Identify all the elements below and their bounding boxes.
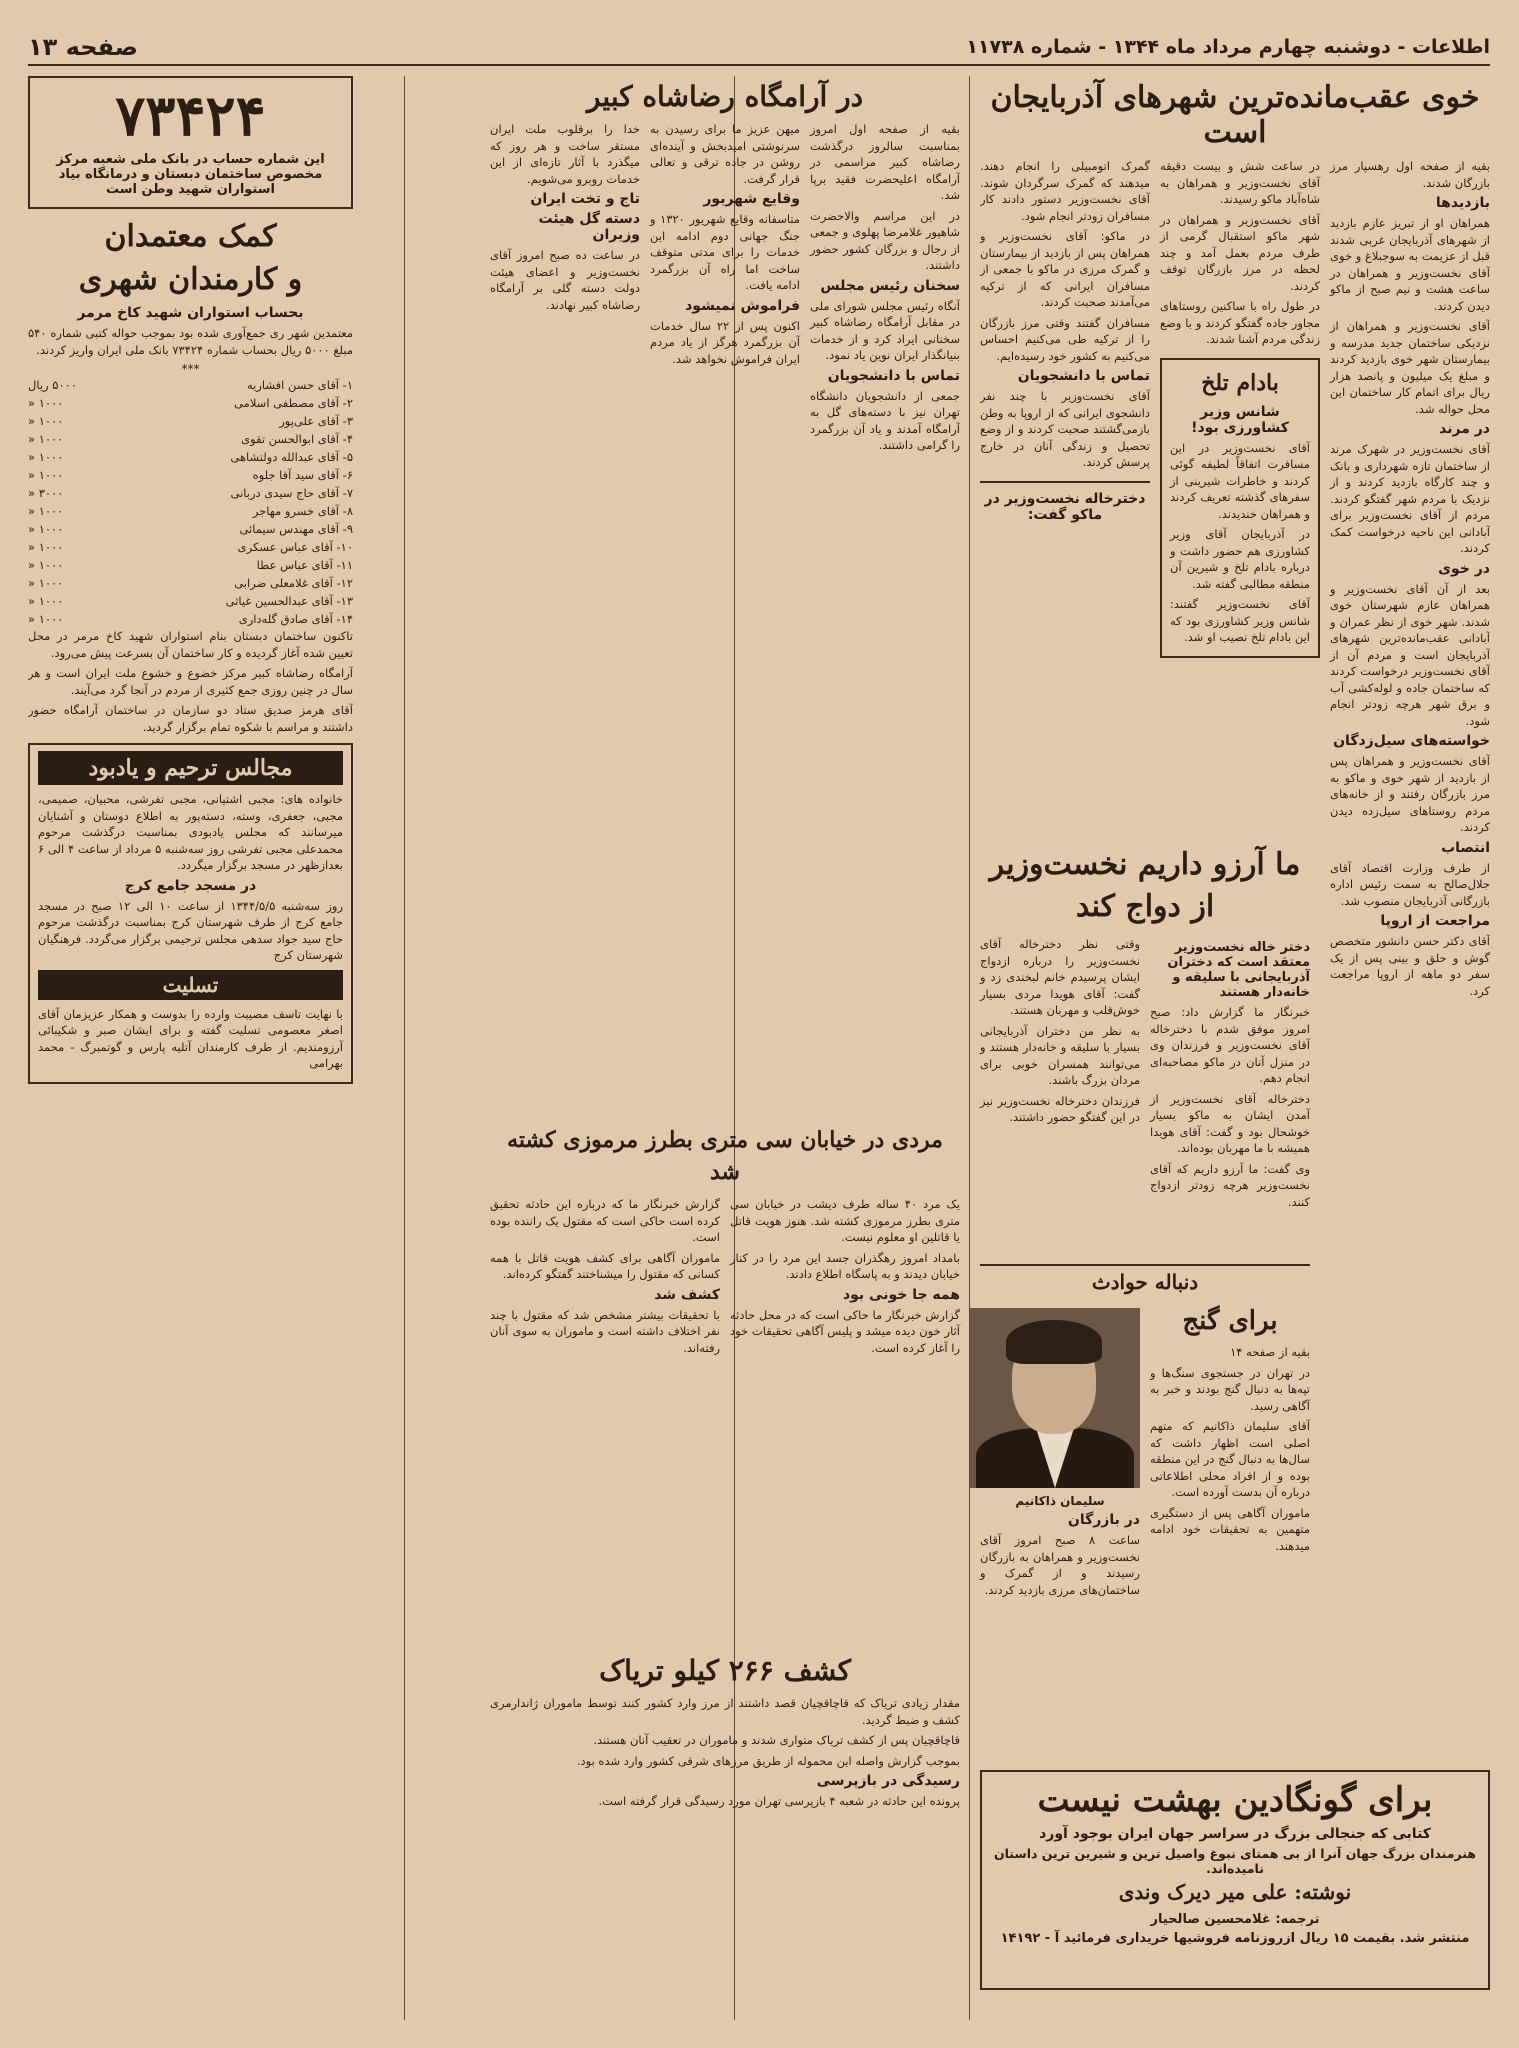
paragraph: بامداد امروز رهگذران جسد این مرد را در کنار خیابان دیدند و به پاسگاه اطلاع دادند. (730, 1250, 960, 1281)
murder-headline: مردی در خیابان سی متری بطرز مرموزی کشته شد (507, 1127, 943, 1185)
newspaper-page (28, 30, 1490, 2020)
subheading: سخنان رئیس مجلس (820, 277, 960, 294)
donor-row (28, 610, 353, 628)
niece-subhead: دختر خاله نخست‌وزیر معتقد است که دختران آذربایجانی با سلیقه و خانه‌دار هستند (1167, 940, 1310, 1000)
ad-line: کتابی که جنجالی بزرگ در سراسر جهان ایران بوجود آورد (1039, 1826, 1431, 1842)
aid-headline: و کارمندان شهری (78, 262, 303, 297)
subheading: تماس با دانشجویان (1017, 368, 1150, 384)
khoy-headline: خوی عقب‌مانده‌ترین شهرهای آذربایجان است (990, 80, 1480, 150)
donor-row (28, 484, 353, 502)
column-rule (404, 76, 405, 2020)
subheading: خواسته‌های سیل‌زدگان (1333, 733, 1490, 749)
donor-amount: ۱۰۰۰ « (28, 594, 64, 608)
left-column (28, 76, 353, 2020)
bitter-almond-box (1160, 358, 1320, 658)
niece-article (980, 481, 1150, 523)
paragraph: معتمدین شهر ری جمع‌آوری شده بود بموجب حواله کتبی شماره ۵۴۰ مبلغ ۵۰۰۰ ریال بحساب شماره ۷۳۴۲۴ بانک ملی ایران واریز کردند. (28, 326, 353, 357)
paragraph: آقای نخست‌وزیر با چند نفر دانشجوی ایرانی که از اروپا به وطن بازمی‌گشتند صحبت کردند و از وضع تحصیل و زندگی آنان در خارج پرسش کردند. (980, 389, 1150, 469)
donor-amount: ۱۰۰۰ « (28, 504, 64, 518)
paragraph: گمرک اتومبیلی را انجام دهند. میدهند که گمرک سرگردان شوند. آقای نخست‌وزیر دستور دادند کار مسافران زودتر انجام شود. (980, 159, 1150, 223)
donor-amount: ۱۰۰۰ « (28, 558, 64, 572)
paragraph: قاچاقچیان پس از کشف تریاک متواری شدند و ماموران در تعقیب آنان هستند. (593, 1733, 960, 1747)
subheading: رسیدگی در بازپرسی (816, 1773, 960, 1789)
ad-translator: ترجمه: غلامحسین صالحیار (1150, 1912, 1320, 1927)
paragraph: ماموران آگاهی برای کشف هویت قاتل با همه کسانی که مقتول را میشناختند گفتگو کرده‌اند. (490, 1250, 720, 1281)
paragraph: آقای دکتر حسن دانشور متخصص گوش و حلق و بینی پس از یک سفر دو ماهه از اروپا مراجعت کرد. (1330, 934, 1490, 998)
paragraph: آقای نخست‌وزیر در این مسافرت اتفاقاً لطیفه گوئی کردند و خاطرات شیرینی از سفرهای گذشته تعریف کردند و همراهان خندیدند. (1170, 440, 1310, 521)
subheading: همه جا خونی بود (842, 1286, 960, 1303)
paragraph: در این مراسم والاحضرت شاهپور غلامرضا پهلوی و جمعی از رجال و بزرگان کشور حضور داشتند. (810, 208, 960, 272)
donor-row (28, 592, 353, 610)
paragraph: آقای هرمز صدیق ستاد دو سازمان در ساختمان آرامگاه حضور داشتند و مراسم با شکوه تمام برگزار گردید. (28, 703, 353, 734)
donor-amount: ۱۰۰۰ « (28, 522, 64, 536)
niece-headline: ما آرزو داریم نخست‌وزیر از دواج کند (989, 847, 1301, 924)
paragraph: تاکنون ساختمان دبستان بنام استواران شهید کاخ مرمر در محل تعیین شده آغاز گردیده و کار ساختمان آن بسرعت پیش می‌رود. (28, 629, 353, 660)
paragraph: میهن عزیز ما برای رسیدن به سرنوشتی امیدبخش و آینده‌ای روشن در جاده ترقی و تعالی قرار گرفت. (650, 122, 800, 186)
subheading: در بازرگان (1067, 1512, 1140, 1528)
niece-kicker: دخترخاله نخست‌وزیر در ماکو گفت: (984, 490, 1146, 523)
ad-headline: برای گونگادین بهشت نیست (1037, 1780, 1433, 1820)
paragraph: مقدار زیادی تریاک که قاچاقچیان قصد داشتند از مرز وارد کشور کنند توسط ماموران ژاندارمری کشف و ضبط گردید. (490, 1696, 960, 1727)
paragraph: مسافران گفتند وقتی مرز بازرگان را از ترکیه طی می‌کنیم احساس می‌کنیم به کشور خود رسیده‌ایم. (980, 315, 1150, 363)
donor-amount: ۱۰۰۰ « (28, 468, 64, 482)
donor-name: ۱۲- آقای غلامعلی ضرابی (234, 576, 353, 590)
paragraph: بقیه از صفحه اول امروز بمناسبت سالروز درگذشت رضاشاه کبیر مراسمی در آرامگاه اعلیحضرت فقید برپا شد. (810, 122, 960, 202)
subheading: تاج و تخت ایران (530, 191, 640, 207)
donor-name: ۲- آقای مصطفی اسلامی (234, 396, 353, 410)
donor-row (28, 466, 353, 484)
paragraph: خدا را برقلوب ملت ایران مستقر ساخت و هر روز که میگذرد با آثار تازه‌ای از این خدمات روبرو می‌شویم. (490, 122, 640, 186)
paragraph: گزارش خبرنگار ما حاکی است که در محل حادثه آثار خون دیده میشد و پلیس آگاهی تحقیقات خود را آغاز کرده است. (730, 1307, 960, 1355)
subheading: بازدیدها (1435, 195, 1490, 211)
donor-amount: ۱۰۰۰ « (28, 612, 64, 626)
paragraph: در ساعت شش و بیست دقیقه آقای نخست‌وزیر و همراهان به شاه‌آباد ماکو رسیدند. (1160, 159, 1320, 206)
donor-name: ۱۰- آقای عباس عسکری (237, 540, 353, 554)
paragraph: ماموران آگاهی پس از دستگیری متهمین به تحقیقات خود ادامه میدهند. (1150, 1505, 1310, 1553)
paragraph: آقای نخست‌وزیر و همراهان از نزدیکی ساختمان جدید مدرسه و بیمارستان شهر خوی بازدید کردند و مبلغ یک میلیون و پانصد هزار ریال برای اتمام کار ساختمان این محل حواله شد. (1330, 319, 1490, 416)
niece-headline-block (980, 840, 1310, 1214)
donor-row (28, 394, 353, 412)
paragraph: در ماکو: آقای نخست‌وزیر و همراهان پس از بازدید از بیمارستان و گمرک مرزی در ماکو با جمعی از مسافران ایرانی که از ترکیه می‌آمدند صحبت کردند. (980, 229, 1150, 309)
donor-amount: ۱۰۰۰ « (28, 432, 64, 446)
paragraph: بعد از آن آقای نخست‌وزیر و همراهان عازم شهرستان خوی شدند. شهر خوی از نظر عمران و آبادانی عقب‌مانده‌ترین شهرهای آذربایجان است و مردم آن از آقای نخست‌وزیر درخواست کردند که ساختمان جاده و لوله‌کشی آب و برق شهر هرچه زودتر انجام شود. (1330, 581, 1490, 728)
paragraph: خانواده های: مجبی اشتیانی، مجبی تفرشی، محبیان، صمیمی، مجبی، جعفری، وسته، دسته‌پور به اطلاع دوستان و آشنایان میرسانند که مجلس یادبودی بمناسبت درگذشت مرحوم محمدعلی مجبی تفرشی روز سه‌شنبه ۵ مرداد از ساعت ۴ الی ۶ بعدازظهر در مسجد برگزار میگردد. (38, 792, 343, 872)
donor-amount: ۱۰۰۰ « (28, 396, 64, 410)
ad-author: نوشته: علی میر دیرک وندی (1118, 1880, 1352, 1904)
paragraph: آقای سلیمان ذاکانیم که متهم اصلی است اظهار داشت که سال‌ها به دنبال گنج در این منطقه بوده و از افراد محلی اطلاعاتی درباره آن بدست آورده است. (1150, 1419, 1310, 1499)
ad-line: هنرمندان بزرگ جهان آنرا از بی همتای نبوغ واصیل ترین و شیرین ترین داستان نامیده‌اند. (993, 1846, 1477, 1876)
subheading: انتصاب (1441, 839, 1490, 856)
paragraph: ساعت ۸ صبح امروز آقای نخست‌وزیر و همراهان به بازرگان رسیدند و از گمرک و ساختمان‌های مرزی بازدید کردند. (980, 1533, 1140, 1597)
subheading: فراموش نمیشود (685, 297, 800, 314)
paragraph: آنگاه رئیس مجلس شورای ملی در مقابل آرامگاه رضاشاه کبیر سخنانی ایراد کرد و از خدمات بنیانگذار ایران نوین یاد نمود. (810, 298, 960, 362)
donor-row (28, 556, 353, 574)
donor-name: ۱۴- آقای صادق گله‌داری (238, 612, 353, 626)
paragraph: پرونده این حادثه در شعبه ۴ بازپرسی تهران مورد رسیدگی قرار گرفته است. (598, 1794, 960, 1808)
paragraph: آقای نخست‌وزیر و همراهان در شهر ماکو استقبال گرمی از طرف مردم بعمل آمد و چند لحظه در مرز بازرگان توقف کردند. (1160, 212, 1320, 293)
subheading: در مرند (1439, 421, 1490, 437)
donor-row (28, 502, 353, 520)
donor-name: ۱۱- آقای عباس عطا (256, 558, 353, 572)
paragraph: روز سه‌شنبه ۱۳۴۴/۵/۵ از ساعت ۱۰ الی ۱۲ صبح در مسجد جامع کرج از طرف شهرستان کرج بمناسبت درگذشت مرحوم حاج سید جواد سدهی مجلس ترحیمی برگزار می‌گردد. فرهنگیان شهرستان کرج (38, 898, 343, 962)
paragraph: همراهان او از تبریز عازم بازدید از شهرهای آذربایجان غربی شدند قبل از عزیمت به سوجبلاغ و خوی آقای نخست‌وزیر و همراهان در ساعت هشت و نیم صبح از ماکو دیدن کردند. (1330, 216, 1490, 313)
paragraph: بموجب گزارش واصله این محموله از طریق مرزهای شرقی کشور وارد شده بود. (576, 1753, 960, 1768)
donor-amount: ۱۰۰۰ « (28, 414, 64, 428)
paragraph: بقیه از صفحه ۱۴ (1230, 1345, 1310, 1359)
memorial-title: مجالس ترحیم و یادبود (38, 751, 343, 785)
donor-name: ۱- آقای حسن افشاریه (247, 378, 353, 392)
masthead-date-issue: اطلاعات - دوشنبه چهارم مرداد ماه ۱۳۴۴ - شماره ۱۱۷۳۸ (966, 36, 1490, 58)
aid-subhead: بحساب استواران شهید کاخ مرمر (77, 305, 304, 321)
donor-list (28, 376, 353, 628)
paragraph: آقای نخست‌وزیر گفتند: شانس وزیر کشاورزی بود که این بادام تلخ نصیب او شد. (1170, 597, 1310, 644)
paragraph: در آذربایجان آقای وزیر کشاورزی هم حضور داشت و درباره بادام تلخ و شیرین آن منطقه مطالبی گفته شد. (1170, 527, 1310, 591)
followup-headline: برای گنج (1182, 1306, 1278, 1336)
masthead-page-number: صفحه ۱۳ (28, 33, 138, 61)
donor-amount: ۱۰۰۰ « (28, 576, 64, 590)
subheading: تماس با دانشجویان (827, 367, 960, 384)
paragraph: آقای نخست‌وزیر و همراهان پس از بازدید از شهر خوی و ماکو به مرز بازرگان رفتند و از خانه‌های مردم روستاهای سیل‌زده دیدن کردند. (1330, 754, 1490, 834)
followup-title: دنباله حوادث (980, 1264, 1310, 1294)
donor-amount: ۳۰۰۰ « (28, 486, 64, 500)
paragraph: در ساعت ده صبح امروز آقای نخست‌وزیر و اعضای هیئت دولت دسته گلی بر آرامگاه رضاشاه کبیر نهادند. (490, 248, 640, 312)
paragraph: بقیه از صفحه اول رهسپار مرز بازرگان شدند. (1330, 159, 1490, 190)
paragraph: دخترخاله آقای نخست‌وزیر از آمدن ایشان به ماکو بسیار خوشحال بود و گفت: آقای هویدا همیشه با ما مهربان بوده‌اند. (1150, 1091, 1310, 1155)
memorial-box (28, 743, 353, 1084)
subheading: دسته گل هیئت وزیران (538, 211, 640, 243)
paragraph: یک مرد ۴۰ ساله طرف دیشب در خیابان سی متری بطرز مرموزی کشته شد. هنوز هویت قاتل یا قاتلین او معلوم نیست. (730, 1197, 960, 1244)
paragraph: اکنون پس از ۲۲ سال خدمات آن بزرگمرد هرگز از یاد مردم ایران فراموش نخواهد شد. (650, 318, 800, 366)
donor-row (28, 538, 353, 556)
paragraph: فرزندان دخترخاله نخست‌وزیر نیز در این گفتگو حضور داشتند. (980, 1093, 1140, 1124)
paragraph: متاسفانه وقایع شهریور ۱۳۲۰ و جنگ جهانی دوم ادامه این خدمات را برای مدتی متوقف ساخت اما راه آن بزرگمرد ادامه یافت. (650, 212, 800, 292)
paragraph: وی گفت: ما آرزو داریم که آقای نخست‌وزیر هرچه زودتر ازدواج کنند. (1150, 1161, 1310, 1209)
shrine-headline: در آرامگاه رضاشاه کبیر (586, 80, 864, 113)
account-number: ۷۳۴۲۴ (115, 83, 266, 149)
khoy-col3 (980, 158, 1150, 527)
condolence-title: تسلیت (38, 970, 343, 1000)
khoy-col2 (1160, 158, 1320, 658)
donor-row (28, 376, 353, 394)
donor-name: ۵- آقای عبدالله دولتشاهی (230, 450, 353, 464)
murder-article (490, 1120, 960, 1360)
donor-row (28, 574, 353, 592)
donor-name: ۶- آقای سید آقا جلوه (252, 468, 353, 482)
donor-name: ۸- آقای خسرو مهاجر (252, 504, 353, 518)
column-rule (969, 76, 970, 2020)
opium-headline: کشف ۲۶۶ کیلو تریاک (599, 1654, 851, 1687)
donor-amount: ۱۰۰۰ « (28, 450, 64, 464)
paragraph: با نهایت تاسف مصیبت وارده را بدوست و همکار عزیزمان آقای اصغر معصومی تسلیت گفته و برای ایشان صبر و شکیبائی آرزومندیم. از طرف کارمندان آتلیه پارس و گوتمبرگ - محمد بهرامی (38, 1006, 343, 1070)
masthead (28, 30, 1490, 66)
shrine-article (490, 76, 960, 1106)
donor-name: ۹- آقای مهندس سیمائی (239, 522, 353, 536)
paragraph: گزارش خبرنگار ما که درباره این حادثه تحقیق کرده است حاکی است که مقتول یک راننده بوده است. (490, 1197, 720, 1244)
paragraph: آرامگاه رضاشاه کبیر مرکز خضوع و خشوع ملت ایران است و هر سال در چنین روزی جمع کثیری از مردم در آنجا گرد می‌آیند. (28, 666, 353, 697)
paragraph: به نظر من دختران آذربایجانی بسیار با سلیقه و خانه‌دار هستند و می‌توانند همسران خوبی برای مردان بزرگ باشند. (980, 1023, 1140, 1087)
donor-name: ۷- آقای حاج سیدی دربانی (230, 486, 353, 500)
donor-name: ۳- آقای علی‌پور (279, 414, 353, 428)
paragraph: جمعی از دانشجویان دانشگاه تهران نیز با دسته‌های گل به آرامگاه آمدند و یاد آن بزرگمرد را گرامی داشتند. (810, 388, 960, 452)
paragraph: در طول راه با ساکنین روستاهای مجاور جاده گفتگو کردند و با وضع زندگی مردم آشنا شدند. (1160, 299, 1320, 346)
separator: *** (181, 362, 200, 376)
donor-name: ۴- آقای ابوالحسن تقوی (241, 432, 353, 446)
paragraph: آقای نخست‌وزیر در شهرک مرند از ساختمان تازه شهرداری و بانک و چند کارگاه بازدید کردند و از نزدیک با مردم شهر گفتگو کردند. مردم از آقای نخست‌وزیر برای آبادانی این ناحیه درخواست کمک کردند. (1330, 442, 1490, 555)
paragraph: با تحقیقات بیشتر مشخص شد که مقتول با چند نفر اختلاف داشته است و ماموران به سوی آنان رفته‌اند. (490, 1307, 720, 1355)
opium-article (490, 1650, 960, 1814)
donor-row (28, 448, 353, 466)
donor-row (28, 430, 353, 448)
box-title: بادام تلخ (1201, 369, 1279, 396)
ad-price: منتشر شد. بقیمت ۱۵ ریال ازروزنامه فروشیها خریداری فرمائید آ - ۱۴۱۹۲ (1000, 1931, 1470, 1946)
donor-row (28, 412, 353, 430)
book-advertisement (980, 1770, 1490, 1990)
paragraph: خبرنگار ما گزارش داد: صبح امروز موفق شدم با دخترخاله آقای نخست‌وزیر و فرزندان وی در منزل آنان در ماکو مصاحبه‌ای انجام دهم. (1150, 1005, 1310, 1085)
donor-row (28, 520, 353, 538)
followup-section (980, 1260, 1310, 1602)
photo-caption: سلیمان ذاکانیم (1015, 1494, 1105, 1508)
subheading: وقایع شهریور (703, 191, 800, 207)
subheading: مراجعت از اروپا (1380, 913, 1490, 929)
subheading: در مسجد جامع کرج (124, 877, 257, 894)
paragraph: وقتی نظر دخترخاله آقای نخست‌وزیر را درباره ازدواج ایشان پرسیدم خانم لبخندی زد و گفت: آقای هویدا مردی بسیار خوش‌قلب و مهربان هستند. (980, 937, 1140, 1017)
donor-amount: ۱۰۰۰ « (28, 540, 64, 554)
subheading: کشف شد (654, 1286, 720, 1303)
paragraph: در تهران در جستجوی سنگ‌ها و تپه‌ها به دنبال گنج بودند و خبر به آگاهی رسید. (1150, 1365, 1310, 1413)
account-box (28, 76, 353, 209)
khoy-col1 (1330, 158, 1490, 1003)
account-text: این شماره حساب در بانک ملی شعبه مرکز مخصوص ساختمان دبستان و درمانگاه بیاد استواران شهید وطن است (56, 152, 325, 197)
suspect-photo (970, 1308, 1140, 1488)
subheading: در خوی (1438, 560, 1490, 577)
box-subtitle: شانس وزیر کشاورزی بود! (1191, 403, 1289, 436)
aid-headline: کمک معتمدان (104, 219, 277, 254)
paragraph: از طرف وزارت اقتصاد آقای جلال‌صالح به سمت رئیس اداره بازرگانی آذربایجان منصوب شد. (1330, 860, 1490, 908)
donor-name: ۱۳- آقای عبدالحسین غیاثی (225, 594, 353, 608)
donor-amount: ۵۰۰۰ ریال (28, 378, 77, 392)
